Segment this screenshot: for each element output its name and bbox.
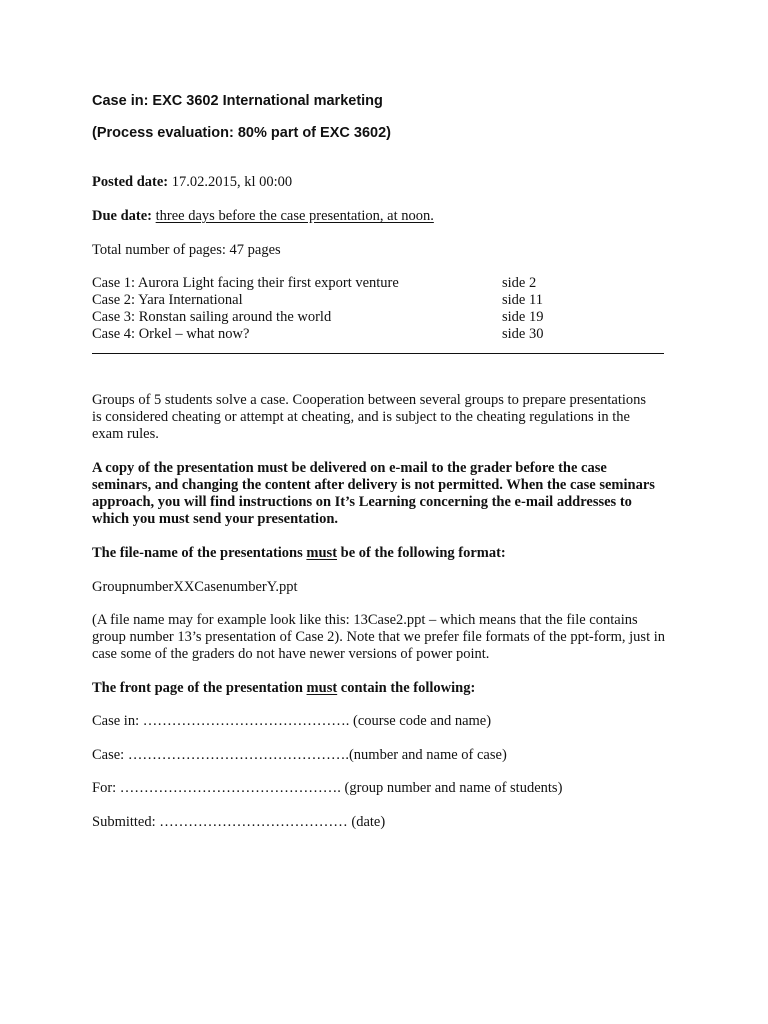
case-list [92, 275, 682, 343]
front-page-heading [92, 680, 682, 697]
filename-heading-text: The file-name of the presentations [92, 545, 307, 561]
front-line-submitted: Submitted: ………………………………… (date) [92, 814, 386, 830]
case-side: side 19 [502, 309, 544, 325]
due-date-label: Due date: [92, 208, 153, 224]
case-name: Case 1: Aurora Light facing their first export venture [92, 275, 399, 291]
front-must: must [306, 680, 338, 696]
case-name: Case 2: Yara International [92, 292, 243, 308]
document-subtitle: (Process evaluation: 80% part of EXC 3602) [92, 125, 391, 141]
front-heading-text: The front page of the presentation [92, 680, 307, 696]
case-row [92, 326, 682, 343]
front-line-case-in: Case in: ……………………………………. (course code and name) [92, 713, 492, 729]
front-line-for: For: ………………………………………. (group number and name of students) [92, 780, 563, 796]
posted-date-value: 17.02.2015, kl 00:00 [168, 174, 293, 190]
case-row [92, 275, 682, 292]
copy-paragraph: A copy of the presentation must be delivered on e-mail to the grader before the case seminars, and changing the content after delivery is not permitted. When the case seminars approach, you will find instructions on It’s Learning concerning the e-mail addresses to which you must send your presentation. [92, 460, 655, 527]
posted-date [92, 174, 682, 191]
case-side: side 11 [502, 292, 543, 308]
case-name: Case 3: Ronstan sailing around the world [92, 309, 332, 325]
filename-format: GroupnumberXXCasenumberY.ppt [92, 579, 298, 595]
filename-heading [92, 545, 682, 562]
case-side: side 2 [502, 275, 537, 291]
filename-example: (A file name may for example look like this: 13Case2.ppt – which means that the file contains group number 13’s presentation of Case 2). Note that we prefer file formats of the ppt-form, just in case some of the graders do not have newer versions of power point. [92, 612, 665, 662]
due-date-value: three days before the case presentation, at noon. [155, 208, 434, 224]
total-pages: Total number of pages: 47 pages [92, 242, 281, 258]
horizontal-divider [92, 353, 664, 354]
posted-date-label: Posted date: [92, 174, 169, 190]
case-side: side 30 [502, 326, 544, 342]
front-line-case: Case: ……………………………………….(number and name of case) [92, 747, 507, 763]
filename-must: must [306, 545, 338, 561]
groups-paragraph: Groups of 5 students solve a case. Cooperation between several groups to prepare presentations is considered cheating or attempt at cheating, and is subject to the cheating regulations in the exam rules. [92, 392, 647, 442]
filename-heading-rest: be of the following format: [337, 545, 506, 561]
case-name: Case 4: Orkel – what now? [92, 326, 250, 342]
due-date [92, 208, 682, 225]
case-row [92, 292, 682, 309]
document-title: Case in: EXC 3602 International marketing [92, 93, 383, 109]
front-heading-rest: contain the following: [337, 680, 476, 696]
case-row [92, 309, 682, 326]
